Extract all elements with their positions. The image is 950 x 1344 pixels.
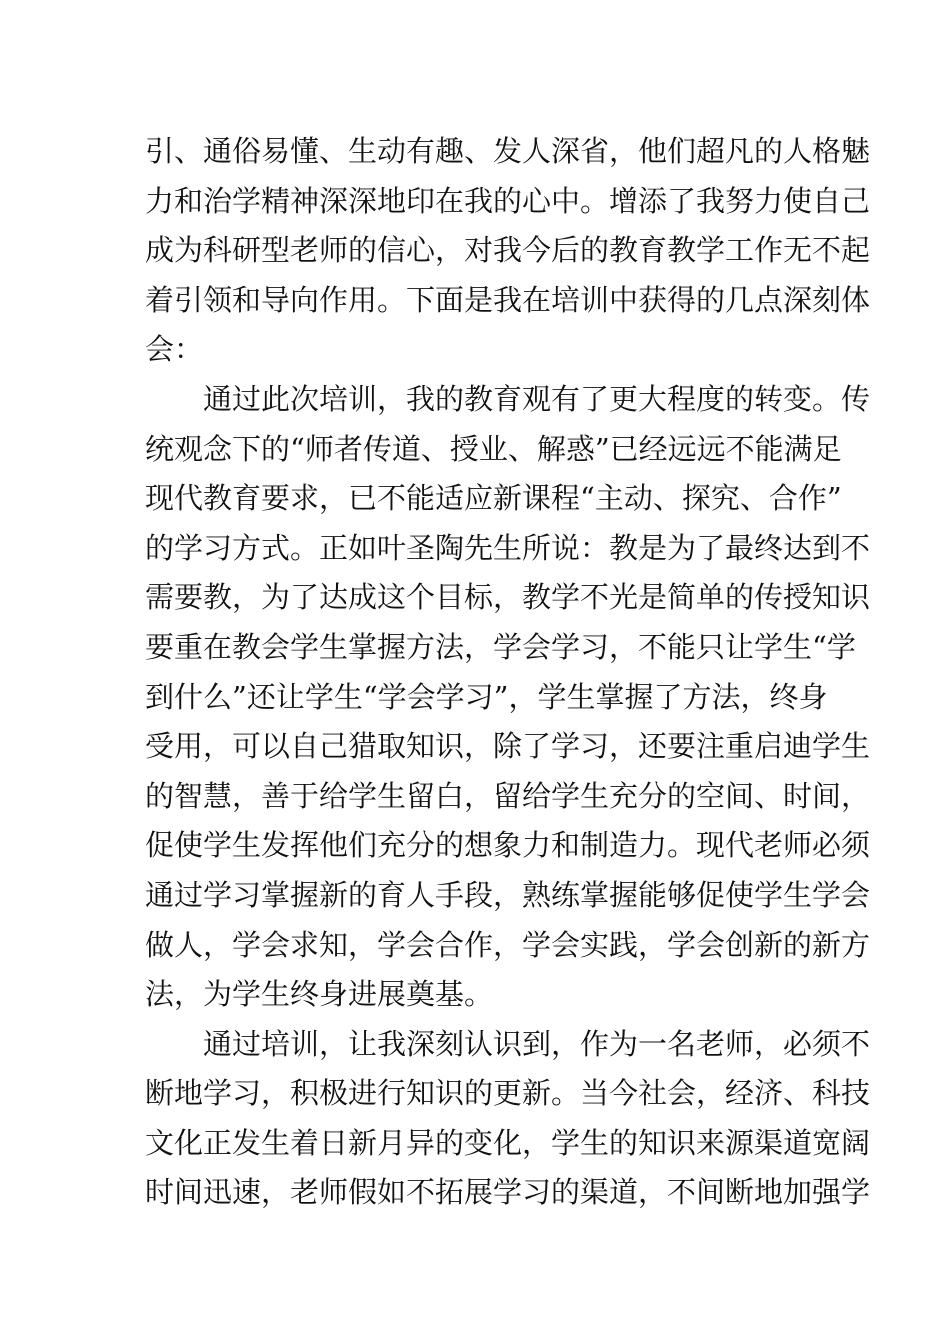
document-body bbox=[145, 127, 871, 1218]
paragraph-2-line-10: 促使学生发挥他们充分的想象力和制造力。现代老师必须 bbox=[145, 828, 871, 863]
paragraph-1-line-2: 力和治学精神深深地印在我的心中。增添了我努力使自己 bbox=[145, 183, 871, 218]
paragraph-3-line-3: 文化正发生着日新月异的变化，学生的知识来源渠道宽阔 bbox=[145, 1125, 871, 1160]
paragraph-2-line-5: 需要教，为了达成这个目标，教学不光是简单的传授知识 bbox=[145, 580, 871, 615]
paragraph-2-line-13: 法，为学生终身进展奠基。 bbox=[145, 977, 494, 1012]
paragraph-2-line-7: 到什么”还让学生“学会学习”，学生掌握了方法，终身 bbox=[145, 679, 828, 714]
paragraph-3-line-4: 时间迅速，老师假如不拓展学习的渠道，不间断地加强学 bbox=[145, 1175, 871, 1210]
paragraph-2-line-2: 统观念下的“师者传道、授业、解惑”已经远远不能满足 bbox=[145, 431, 842, 466]
paragraph-2-line-11: 通过学习掌握新的育人手段，熟练掌握能够促使学生学会 bbox=[145, 877, 871, 912]
paragraph-1-line-3: 成为科研型老师的信心，对我今后的教育教学工作无不起 bbox=[145, 233, 871, 268]
paragraph-1-line-4: 着引领和导向作用。下面是我在培训中获得的几点深刻体 bbox=[145, 282, 871, 317]
paragraph-2-line-1: 通过此次培训，我的教育观有了更大程度的转变。传 bbox=[203, 381, 871, 416]
paragraph-1-line-1: 引、通俗易懂、生动有趣、发人深省，他们超凡的人格魅 bbox=[145, 134, 871, 168]
paragraph-3-line-2: 断地学习，积极进行知识的更新。当今社会，经济、科技 bbox=[145, 1076, 871, 1111]
paragraph-3-line-1: 通过培训，让我深刻认识到，作为一名老师，必须不 bbox=[203, 1026, 871, 1061]
paragraph-2-line-12: 做人，学会求知，学会合作，学会实践，学会创新的新方 bbox=[145, 927, 871, 962]
paragraph-2-line-8: 受用，可以自己猎取知识，除了学习，还要注重启迪学生 bbox=[145, 729, 871, 764]
paragraph-2-line-3: 现代教育要求，已不能适应新课程“主动、探究、合作” bbox=[145, 481, 842, 516]
paragraph-2-line-9: 的智慧，善于给学生留白，留给学生充分的空间、时间， bbox=[145, 778, 871, 813]
paragraph-2-line-4: 的学习方式。正如叶圣陶先生所说：教是为了最终达到不 bbox=[145, 530, 871, 565]
paragraph-1-line-5: 会： bbox=[145, 332, 204, 367]
paragraph-2-line-6: 要重在教会学生掌握方法，学会学习，不能只让学生“学 bbox=[145, 629, 856, 664]
